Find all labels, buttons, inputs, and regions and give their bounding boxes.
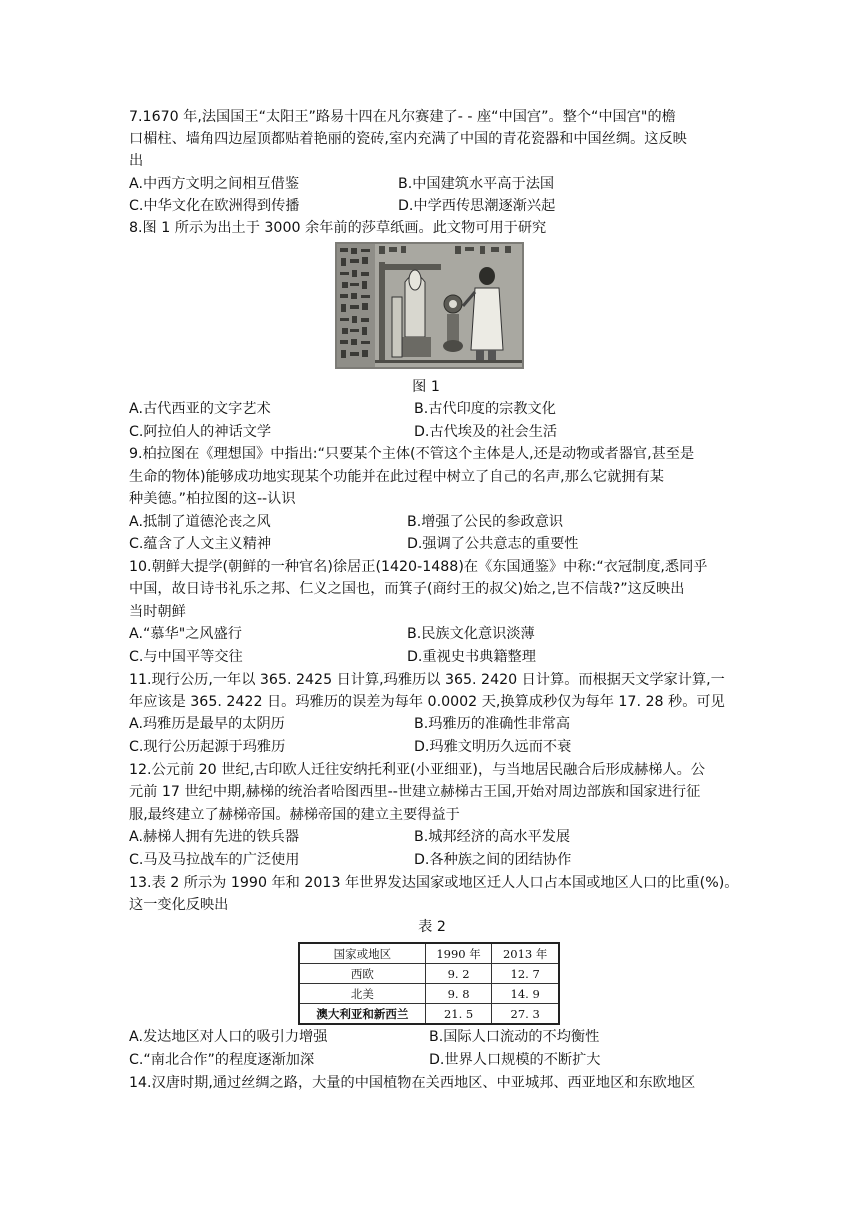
table-header-row <box>299 943 559 964</box>
q11-option-b: B.玛雅历的准确性非常高 <box>414 716 571 732</box>
q7-stem-line-2: 口楣柱、墙角四边屋顶都贴着艳丽的瓷砖,室内充满了中国的青花瓷器和中国丝绸。这反映 <box>129 131 687 147</box>
q8-option-d: D.古代埃及的社会生活 <box>414 424 558 440</box>
table-row <box>299 964 559 984</box>
q8-option-c: C.阿拉伯人的神话文学 <box>129 424 272 440</box>
q10-option-d: D.重视史书典籍整理 <box>407 649 536 665</box>
q13-option-d: D.世界人口规模的不断扩大 <box>429 1052 601 1068</box>
q13-option-b: B.国际人口流动的不均衡性 <box>429 1029 600 1045</box>
q9-option-a: A.抵制了道德沦丧之风 <box>129 514 271 530</box>
q7-stem-line-3: 出 <box>129 153 144 169</box>
q7-option-c: C.中华文化在欧洲得到传播 <box>129 198 300 214</box>
table-2-caption: 表 2 <box>418 919 446 935</box>
table-cell-2013: 14. 9 <box>492 984 559 1004</box>
table-cell-1990: 21. 5 <box>425 1004 492 1025</box>
q8-option-b: B.古代印度的宗教文化 <box>414 401 556 417</box>
q13-stem-line-2: 这一变化反映出 <box>129 897 229 913</box>
q10-stem-line-2: 中国，故日诗书礼乐之邦、仁义之国也，而箕子(商纣王的叔父)始之,岂不信哉?”这反映出 <box>129 581 685 597</box>
q9-stem-line-1: 9.柏拉图在《理想国》中指出:“只要某个主体(不管这个主体是人,还是动物或者器官,甚至是 <box>129 446 695 462</box>
q12-option-b: B.城邦经济的高水平发展 <box>414 829 571 845</box>
q10-option-a: A.“慕华"之风盛行 <box>129 626 242 642</box>
q12-stem-line-3: 服,最终建立了赫梯帝国。赫梯帝国的建立主要得益于 <box>129 807 460 823</box>
q11-option-d: D.玛雅文明历久远而不衰 <box>414 739 572 755</box>
q14-stem-line-1: 14.汉唐时期,通过丝绸之路，大量的中国植物在关西地区、中亚城邦、西亚地区和东欧地区 <box>129 1075 696 1091</box>
q8-stem-line-1: 8.图 1 所示为出土于 3000 余年前的莎草纸画。此文物可用于研究 <box>129 220 547 236</box>
q12-stem-line-1: 12.公元前 20 世纪,古印欧人迁往安纳托利亚(小亚细亚)，与当地居民融合后形成赫梯人。公 <box>129 762 705 778</box>
migration-share-table <box>298 942 560 1025</box>
q12-option-d: D.各种族之间的团结协作 <box>414 852 572 868</box>
q12-option-a: A.赫梯人拥有先进的铁兵器 <box>129 829 300 845</box>
table-cell-2013: 27. 3 <box>492 1004 559 1025</box>
table-cell-1990: 9. 2 <box>425 964 492 984</box>
figure-1-caption: 图 1 <box>412 379 440 395</box>
table-cell-2013: 12. 7 <box>492 964 559 984</box>
q13-stem-line-1: 13.表 2 所示为 1990 年和 2013 年世界发达国家或地区迁人人口占本国或地区人口的比重(%)。 <box>129 875 739 891</box>
q11-stem-line-1: 11.现行公历,一年以 365. 2425 日计算,玛雅历以 365. 2420 日计算。而根据天文学家计算,一 <box>129 672 725 688</box>
table-cell-region: 西欧 <box>299 964 425 984</box>
table-header-2013: 2013 年 <box>492 943 559 964</box>
q10-option-b: B.民族文化意识淡薄 <box>407 626 535 642</box>
table-cell-region: 澳大利亚和新西兰 <box>299 1004 425 1025</box>
q11-stem-line-2: 年应该是 365. 2422 日。玛雅历的误差为每年 0.0002 天,换算成秒仅为每年 17. 28 秒。可见 <box>129 694 725 710</box>
table-cell-region: 北美 <box>299 984 425 1004</box>
papyrus-painting-image <box>335 242 524 369</box>
q13-option-a: A.发达地区对人口的吸引力增强 <box>129 1029 328 1045</box>
q10-option-c: C.与中国平等交往 <box>129 649 243 665</box>
table-header-1990: 1990 年 <box>425 943 492 964</box>
table-cell-1990: 9. 8 <box>425 984 492 1004</box>
table-row <box>299 984 559 1004</box>
q12-stem-line-2: 元前 17 世纪中期,赫梯的统治者哈图西里--世建立赫梯古王国,开始对周边部族和国家进行征 <box>129 784 701 800</box>
q10-stem-line-3: 当时朝鲜 <box>129 604 186 620</box>
q11-option-a: A.玛雅历是最早的太阴历 <box>129 716 285 732</box>
q7-option-d: D.中学西传思潮逐渐兴起 <box>398 198 556 214</box>
q7-option-b: B.中国建筑水平高于法国 <box>398 176 555 192</box>
q9-option-c: C.蕴含了人文主义精神 <box>129 536 272 552</box>
q12-option-c: C.马及马拉战车的广泛使用 <box>129 852 300 868</box>
q9-option-d: D.强调了公共意志的重要性 <box>407 536 579 552</box>
table-header-region: 国家或地区 <box>299 943 425 964</box>
q11-option-c: C.现行公历起源于玛雅历 <box>129 739 286 755</box>
q7-stem-line-1: 7.1670 年,法国国王“太阳王”路易十四在凡尔赛建了- - 座“中国宫”。整个“中国宫"的檐 <box>129 109 676 125</box>
q9-option-b: B.增强了公民的参政意识 <box>407 514 564 530</box>
q9-stem-line-2: 生命的物体)能够成功地实现某个功能并在此过程中树立了自己的名声,那么它就拥有某 <box>129 469 664 485</box>
q13-option-c: C.“南北合作”的程度逐渐加深 <box>129 1052 315 1068</box>
q7-option-a: A.中西方文明之间相互借鉴 <box>129 176 300 192</box>
q8-option-a: A.古代西亚的文字艺术 <box>129 401 271 417</box>
q9-stem-line-3: 种美德。”柏拉图的这--认识 <box>129 491 296 507</box>
table-row <box>299 1004 559 1025</box>
q10-stem-line-1: 10.朝鲜大提学(朝鲜的一种官名)徐居正(1420-1488)在《东国通鉴》中称:“衣冠制度,悉同乎 <box>129 559 708 575</box>
